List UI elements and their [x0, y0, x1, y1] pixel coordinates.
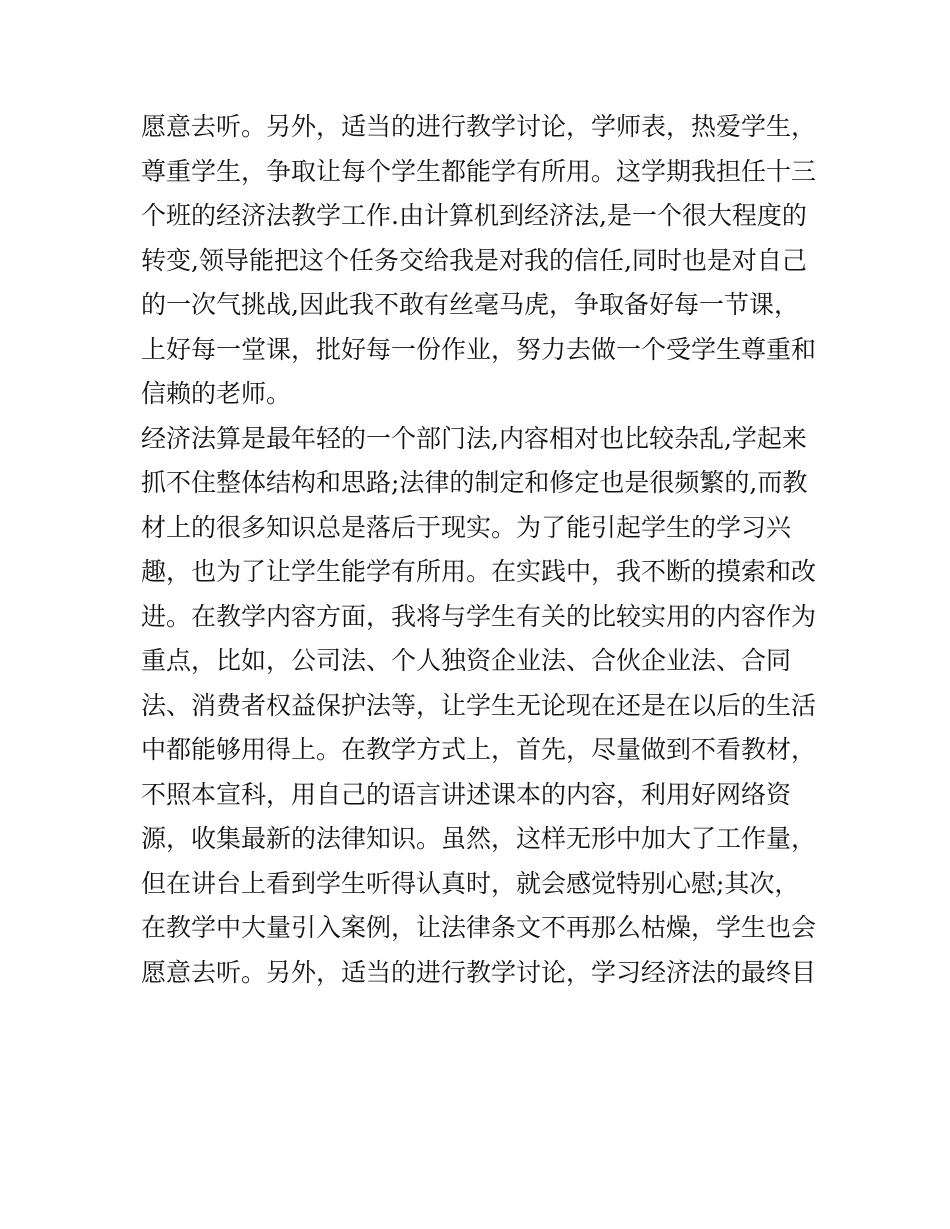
text-line: 不照本宣科，用自己的语言讲述课本的内容，利用好网络资: [141, 779, 792, 809]
text-line: 抓不住整体结构和思路;法律的制定和修定也是很频繁的,而教: [141, 468, 808, 497]
text-line: 转变,领导能把这个任务交给我是对我的信任,同时也是对自己: [141, 245, 807, 275]
text-line: 进。在教学内容方面，我将与学生有关的比较实用的内容作为: [141, 601, 817, 631]
text-line: 材上的很多知识总是落后于现实。为了能引起学生的学习兴: [141, 512, 792, 542]
text-line: 的一次气挑战,因此我不敢有丝毫马虎，争取备好每一节课，: [141, 290, 799, 319]
text-line: 愿意去听。另外，适当的进行教学讨论，学师表，热爱学生，: [141, 112, 817, 141]
text-line: 经济法算是最年轻的一个部门法,内容相对也比较杂乱,学起来: [141, 423, 807, 453]
body-text: [141, 105, 821, 995]
text-line: 在教学中大量引入案例，让法律条文不再那么枯燥，学生也会: [141, 913, 817, 942]
text-line: 上好每一堂课，批好每一份作业，努力去做一个受学生尊重和: [141, 334, 817, 364]
text-line: 但在讲台上看到学生听得认真时，就会感觉特别心慰;其次，: [141, 868, 800, 898]
text-line: 信赖的老师。: [141, 379, 292, 408]
text-line: 尊重学生，争取让每个学生都能学有所用。这学期我担任十三: [141, 156, 817, 186]
text-line: 法、消费者权益保护法等，让学生无论现在还是在以后的生活: [141, 690, 817, 720]
text-line: 中都能够用得上。在教学方式上，首先，尽量做到不看教材，: [141, 735, 817, 764]
text-line: 重点，比如，公司法、个人独资企业法、合伙企业法、合同: [141, 646, 792, 675]
text-line: 源，收集最新的法律知识。虽然，这样无形中加大了工作量，: [141, 824, 817, 853]
text-line: 愿意去听。另外，适当的进行教学讨论，学习经济法的最终目: [141, 957, 817, 987]
text-line: 趣，也为了让学生能学有所用。在实践中，我不断的摸索和改: [141, 557, 817, 586]
text-line: 个班的经济法教学工作.由计算机到经济法,是一个很大程度的: [141, 201, 807, 230]
